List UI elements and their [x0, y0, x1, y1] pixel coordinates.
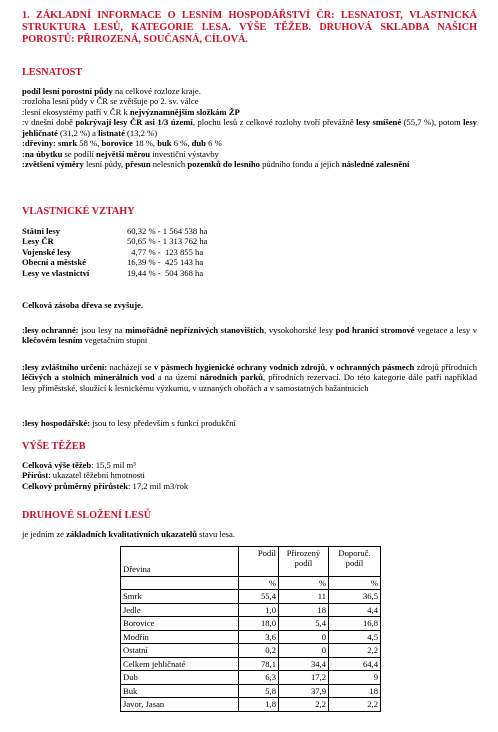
text: (31,2 %) a: [57, 127, 99, 138]
heading-vlastnicke-vztahy: VLASTNICKÉ VZTAHY: [22, 206, 135, 217]
species-name-cell: Ostatní: [121, 644, 239, 657]
value-cell: 5,8: [239, 684, 279, 697]
slozeni-intro: [22, 529, 477, 539]
text: 18 %,: [132, 138, 158, 149]
header-prirozeny-podil: Přirozený podíl: [279, 547, 329, 577]
table-row: [121, 644, 381, 657]
table-row: [121, 603, 381, 616]
header-podil: Podíl: [239, 547, 279, 577]
value-cell: 18,0: [239, 617, 279, 630]
value-cell: 37,9: [279, 684, 329, 697]
section-vlastnicke-vztahy: [22, 206, 477, 218]
text: stavu lesa.: [197, 529, 235, 539]
header-drevina: Dřevina: [121, 547, 239, 577]
ownership-value: 16,39 % - 425 143 ha: [127, 257, 204, 268]
document-title-block: [22, 10, 477, 45]
text: se podílí: [62, 148, 97, 159]
text: a na území: [154, 372, 200, 383]
value-cell: 2,2: [329, 698, 381, 711]
heading-vyse-tezeb: VÝŠE TĚŽEB: [22, 441, 86, 452]
document-title: 1. ZÁKLADNÍ INFORMACE O LESNÍM HOSPODÁŘSTVÍ ČR: LESNATOST, VLASTNICKÁ STRUKTURA LESŮ, KATEGORIE LESA. VÝŠE TĚŽEB. DRUHOVÁ SKLADBA NAŠICH POROSTŮ: PŘIROZENÁ, SOUČASNÁ, CÍLOVÁ.: [22, 10, 477, 45]
species-composition-table: [120, 546, 381, 712]
text: :lesní ekosystémy patří v ČR k: [22, 106, 130, 117]
text: 58 %,: [77, 138, 102, 149]
text: vegetace a lesy v: [414, 325, 477, 335]
bold-text: pod hranicí stromové: [335, 325, 415, 335]
lesnatost-line-5: [22, 138, 477, 148]
lesy-hospodarske-text: [22, 418, 477, 428]
lesnatost-line-2: :rozloha lesní půdy v ČR se zvětšuje po 2. sv. válce: [22, 96, 199, 107]
bold-text: podíl lesní porostní půdy: [22, 86, 113, 96]
lesnatost-line-6: [22, 149, 477, 159]
table-units-row: [121, 577, 381, 590]
bold-text: největší měrou: [96, 148, 151, 159]
text: , vysokohorské lesy: [264, 325, 336, 335]
bold-text: lesy jehličnaté: [22, 117, 477, 138]
bold-text: Celková výše těžeb: [22, 460, 92, 470]
section-lesnatost: [22, 67, 477, 79]
lesnatost-line-1: [22, 86, 477, 96]
bold-text: :dřeviny: smrk: [22, 138, 78, 149]
bold-text: Celkový průměrný přírůstek: [22, 480, 128, 491]
ownership-row: [22, 226, 367, 236]
species-name-cell: Borovice: [121, 617, 239, 630]
text: 6 %,: [171, 138, 192, 149]
section-druhove-slozeni: [22, 510, 477, 522]
section-vyse-tezeb: [22, 441, 477, 453]
table-row: [121, 630, 381, 643]
ownership-label: Lesy ve vlastnictví: [22, 267, 90, 278]
text: nelesních: [150, 159, 188, 170]
ownership-value: 19,44 % - 504 368 ha: [127, 267, 204, 278]
tezby-line-2: [22, 470, 477, 480]
value-cell: 0: [279, 644, 329, 657]
bold-text: :lesy zvláštního určení:: [22, 362, 108, 372]
text: 6 %: [205, 138, 222, 149]
bold-text: :lesy hospodářské:: [22, 418, 91, 428]
value-cell: 11: [279, 590, 329, 603]
ownership-stats: [22, 226, 477, 278]
bold-text: lesy smíšené: [356, 117, 402, 128]
bold-text: léčivých a stolních minerálních vod: [22, 372, 155, 383]
value-cell: 78,1: [239, 657, 279, 670]
ownership-row: [22, 257, 367, 267]
ownership-label: Státní lesy: [22, 226, 60, 236]
text: : 15,5 mil m³: [91, 460, 136, 470]
lesnatost-body: [22, 86, 477, 170]
value-cell: 17,2: [279, 671, 329, 684]
text: zdrojů přírodních: [414, 362, 477, 372]
value-cell: 34,4: [279, 657, 329, 670]
text: půdního fondu a jejich: [259, 159, 342, 170]
tezby-line-1: [22, 460, 477, 470]
bold-text: v ochranných pásmech: [329, 362, 415, 372]
value-cell: 6,3: [239, 671, 279, 684]
bold-text: národních parků: [199, 372, 263, 383]
bold-text: mimořádně nepříznivých stanovištích: [125, 325, 265, 335]
species-name-cell: Buk: [121, 684, 239, 697]
lesnatost-line-3: [22, 107, 477, 117]
text: je jedním ze: [22, 529, 67, 539]
table-row: [121, 684, 381, 697]
bold-text: dub: [191, 138, 206, 149]
text: : ukazatel těžební hmotnosti: [48, 470, 145, 481]
table-row: [121, 590, 381, 603]
lesnatost-line-4: [22, 117, 477, 138]
value-cell: 55,4: [239, 590, 279, 603]
text: ,: [325, 362, 330, 372]
heading-druhove-slozeni: DRUHOVÉ SLOŽENÍ LESŮ: [22, 510, 152, 521]
bold-text: pozemků do lesního: [187, 159, 260, 170]
units-empty-cell: [121, 577, 239, 590]
bold-text: následné zalesnění: [341, 159, 410, 170]
value-cell: 0: [279, 630, 329, 643]
value-cell: 5,4: [279, 617, 329, 630]
species-name-cell: Dub: [121, 671, 239, 684]
lesy-hospodarske-block: [22, 418, 477, 428]
species-name-cell: Javor, Jasan: [121, 698, 239, 711]
table-row: [121, 617, 381, 630]
tezby-line-3: [22, 481, 477, 491]
ownership-label: Vojenské lesy: [22, 246, 72, 257]
table-header-row: [121, 547, 381, 577]
ownership-row: [22, 268, 367, 278]
bold-text: :lesy ochranné:: [22, 325, 79, 335]
bold-text: borovice: [101, 138, 133, 149]
lesy-ochranne-block: [22, 325, 477, 346]
value-cell: 3,6: [239, 630, 279, 643]
value-cell: 1,8: [239, 698, 279, 711]
species-name-cell: Celkem jehličnaté: [121, 657, 239, 670]
header-doporuc-podil: Doporuč. podíl: [329, 547, 381, 577]
value-cell: 1,0: [239, 603, 279, 616]
text: jsou to lesy především s funkcí produkční: [90, 418, 236, 428]
value-cell: 36,5: [329, 590, 381, 603]
bold-text: nejvýznamnějším složkám ŽP: [129, 106, 240, 117]
species-name-cell: Jedle: [121, 603, 239, 616]
value-cell: 16,8: [329, 617, 381, 630]
text: , přírodních rezervací. Do této kategorie dále patří například lesy příměstské, sloužící k lesnickému výzkumu, v uznaných obořách a v samostatných bažantnicích: [22, 372, 478, 393]
units-cell: %: [279, 577, 329, 590]
wood-stock-note: Celková zásoba dřeva se zvyšuje.: [22, 300, 144, 310]
table-row: [121, 698, 381, 711]
units-cell: %: [329, 577, 381, 590]
lesy-ochranne-text: [22, 325, 477, 346]
text: vegetačním stupni: [82, 335, 148, 346]
bold-text: buk: [157, 138, 172, 149]
bold-text: pokrývají lesy ČR asi 1/3 území: [75, 117, 193, 128]
units-cell: %: [239, 577, 279, 590]
bold-text: listnaté: [98, 127, 125, 138]
value-cell: 9: [329, 671, 381, 684]
text: :v dnešní době: [22, 117, 76, 128]
text: investiční výstavby: [150, 148, 219, 159]
zasoba-block: [22, 300, 477, 310]
bold-text: Přírůst: [22, 470, 49, 481]
text: (13,2 %): [124, 127, 158, 138]
species-name-cell: Modřín: [121, 630, 239, 643]
value-cell: 0,2: [239, 644, 279, 657]
text: nacházejí se: [107, 362, 155, 372]
ownership-value: 60,32 % - 1 564 538 ha: [127, 226, 208, 236]
text: : 17,2 mil m3/rok: [128, 480, 189, 491]
ownership-value: 50,65 % - 1 313 762 ha: [127, 236, 208, 247]
value-cell: 64,4: [329, 657, 381, 670]
lesy-zvlastniho-urceni-text: [22, 362, 477, 393]
slozeni-intro-text: [22, 529, 477, 539]
ownership-row: [22, 236, 367, 246]
lesy-zvlastniho-urceni-block: [22, 362, 477, 393]
text: (55,7 %), potom: [401, 117, 464, 128]
bold-text: v pásmech hygienické ochrany vodních zdrojů: [154, 362, 326, 372]
bold-text: přesun: [125, 159, 151, 170]
bold-text: :zvětšení výměry: [22, 159, 84, 170]
table-row: [121, 657, 381, 670]
species-table-wrap: [120, 546, 400, 712]
value-cell: 2,2: [329, 644, 381, 657]
bold-text: klečovém lesním: [22, 335, 83, 346]
text: jsou lesy na: [78, 325, 126, 335]
value-cell: 4,5: [329, 630, 381, 643]
value-cell: 2,2: [279, 698, 329, 711]
bold-text: základních kvalitativních ukazatelů: [66, 529, 197, 539]
ownership-label: Lesy ČR: [22, 236, 54, 247]
value-cell: 18: [329, 684, 381, 697]
table-row: [121, 671, 381, 684]
ownership-label: Obecní a městské: [22, 257, 86, 268]
lesnatost-line-7: [22, 159, 477, 169]
species-name-cell: Smrk: [121, 590, 239, 603]
ownership-table: [22, 226, 367, 278]
value-cell: 18: [279, 603, 329, 616]
text: na celkové rozloze kraje.: [112, 86, 201, 96]
ownership-row: [22, 247, 367, 257]
ownership-value: 4,77 % - 123 855 ha: [127, 246, 204, 257]
text: , plochu lesů z celkové rozlohy tvoří převážně: [192, 117, 357, 128]
tezby-body: [22, 460, 477, 491]
value-cell: 4,4: [329, 603, 381, 616]
bold-text: :na úbytku: [22, 148, 63, 159]
text: lesní půdy,: [83, 159, 126, 170]
heading-lesnatost: LESNATOST: [22, 67, 83, 78]
